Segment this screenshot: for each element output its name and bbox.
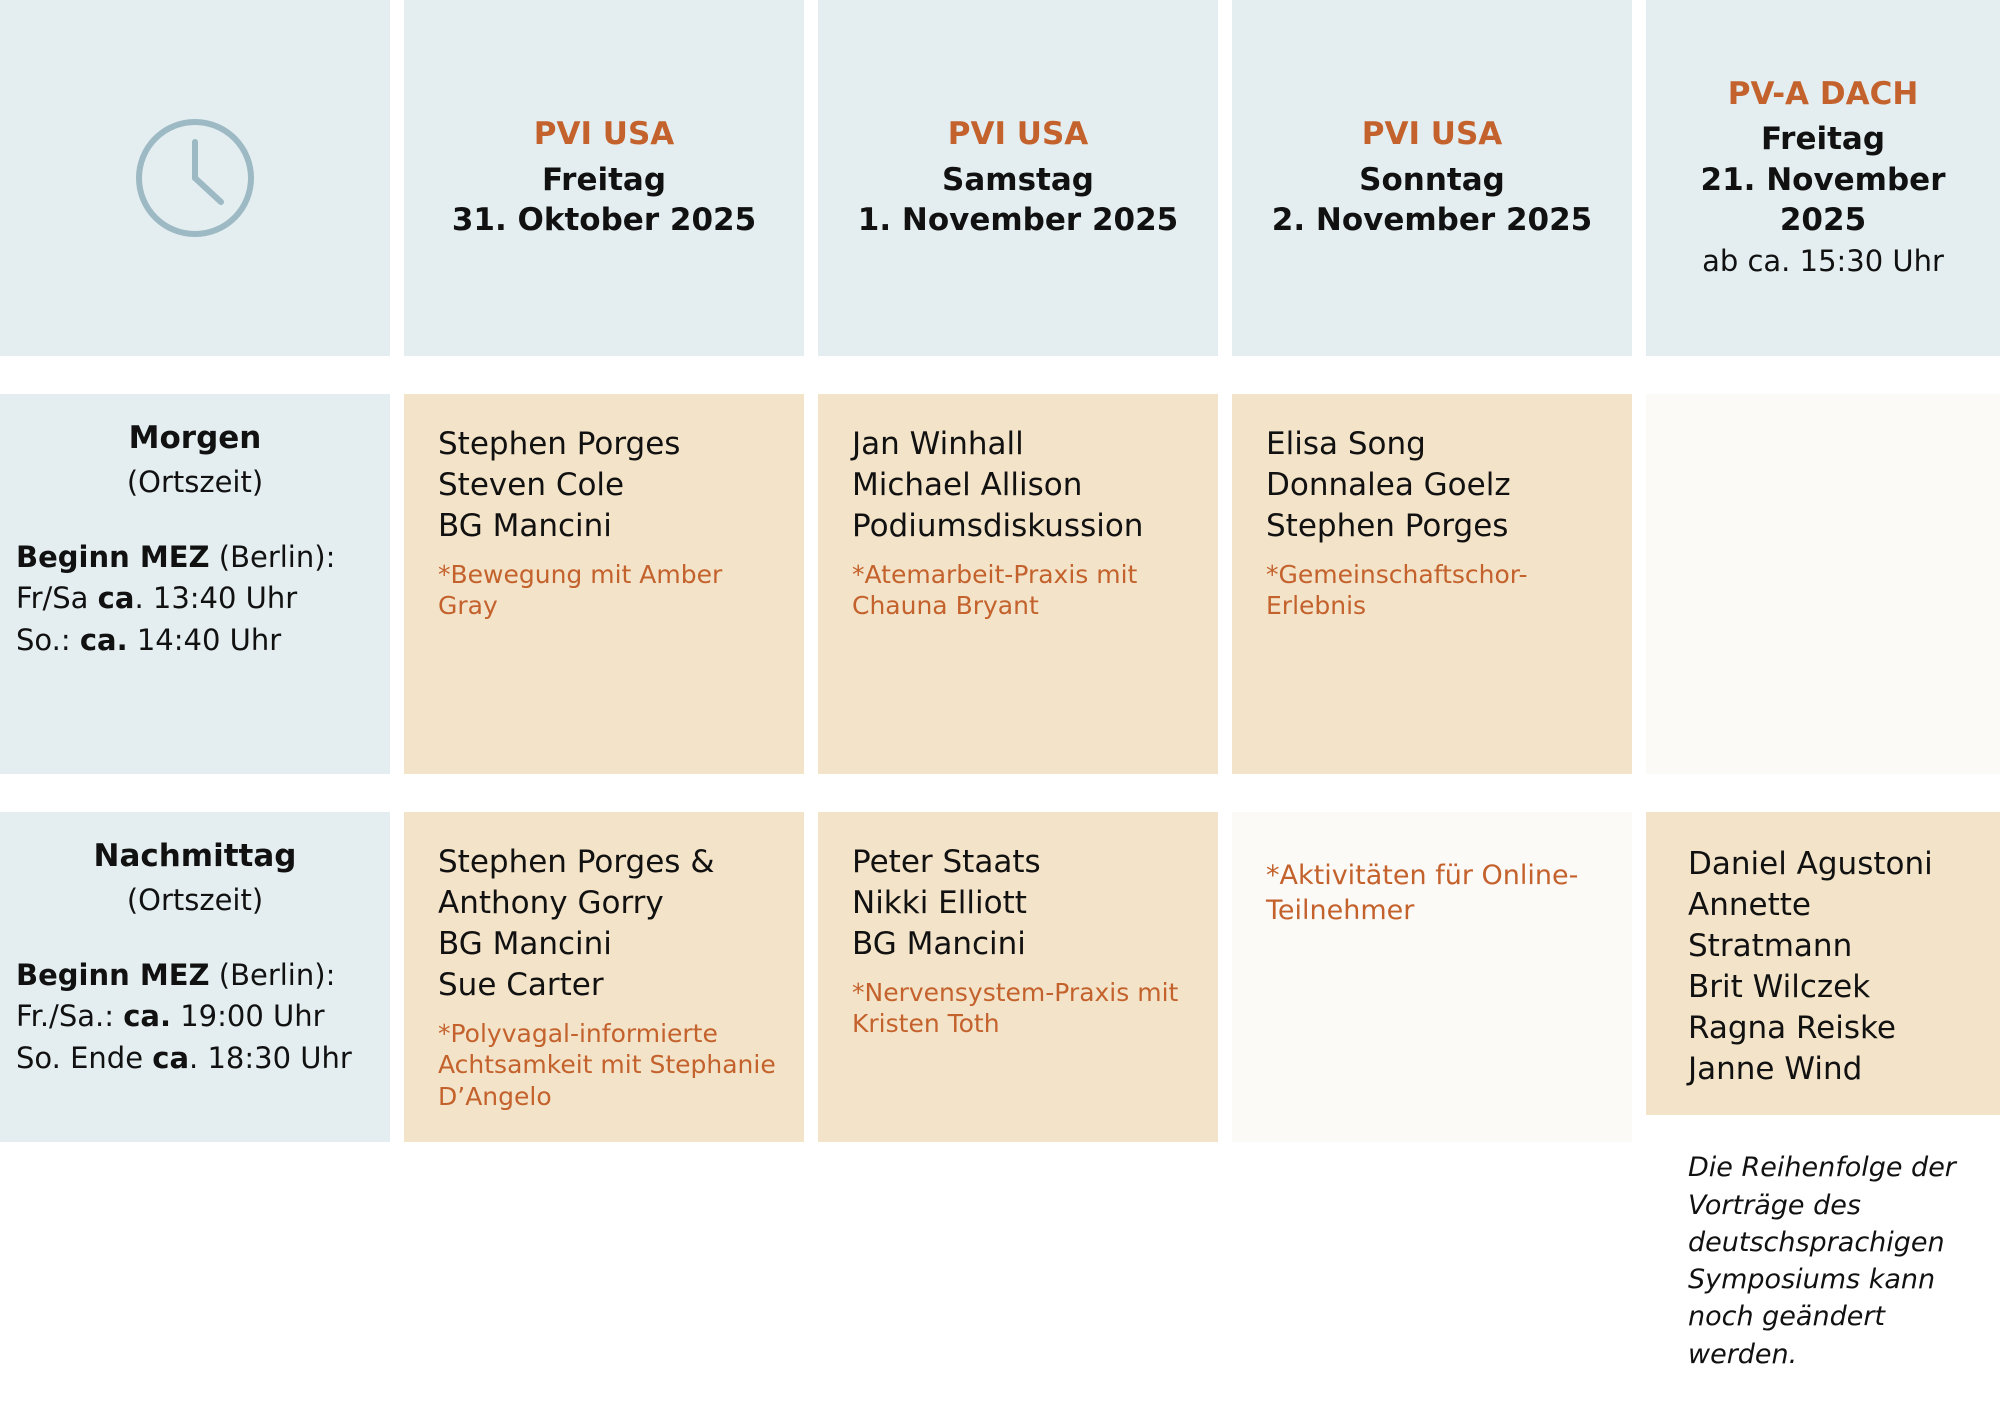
row-gutter (818, 774, 1218, 812)
gutter (390, 394, 404, 774)
speaker-name: Elisa Song (1266, 426, 1426, 462)
gutter (1632, 394, 1646, 774)
speaker-name: Michael Allison (852, 466, 1083, 503)
gutter (1218, 0, 1232, 356)
day-header-date: 1. November 2025 (857, 202, 1179, 239)
session-cell-morning-1 (404, 394, 804, 774)
speaker-name: Nikki Elliott (852, 884, 1027, 921)
row-label-title: Morgen (128, 420, 262, 456)
session-note: *Atemarbeit-Praxis mit Chauna Bryant (852, 559, 1138, 621)
gutter (1218, 356, 1232, 394)
gutter (1218, 394, 1232, 774)
session-cell-afternoon-2 (818, 812, 1218, 1142)
gutter (804, 812, 818, 1142)
row-gutter (0, 774, 390, 812)
row-gutter (404, 356, 804, 394)
row-label-sub: (Ortszeit) (126, 465, 264, 500)
speaker-name: BG Mancini (852, 925, 1026, 962)
speaker-name: BG Mancini (438, 925, 612, 962)
speaker-name: Peter Staats (852, 844, 1041, 880)
row-label-afternoon (0, 812, 390, 1142)
day-header-org: PVI USA (947, 116, 1089, 153)
footnote: Die Reihenfolge der Vorträge des deutschsprachigen Symposiums kann noch geändert werden. (1688, 1152, 1956, 1370)
speaker-name: Brit Wilczek (1688, 968, 1871, 1005)
gutter (804, 0, 818, 356)
row-label-line-1: Beginn MEZ (Berlin): (16, 540, 336, 575)
session-cell-afternoon-3 (1232, 812, 1632, 1142)
row-gutter (0, 356, 390, 394)
gutter (390, 0, 404, 356)
row-gutter (404, 774, 804, 812)
session-note: *Gemeinschaftschor-Erlebnis (1266, 559, 1528, 621)
row-label-morning (0, 394, 390, 774)
row-label-line-2: Fr./Sa.: ca. 19:00 Uhr (16, 999, 325, 1034)
row-gutter (1232, 356, 1632, 394)
speaker-name: Steven Cole (438, 466, 625, 503)
speaker-name: Sue Carter (438, 966, 604, 1003)
session-note: *Polyvagal-informierte Achtsamkeit mit Stephanie D’Angelo (438, 1018, 776, 1111)
day-header-date: 2. November 2025 (1271, 202, 1593, 239)
row-gutter (1232, 774, 1632, 812)
session-cell-morning-2 (818, 394, 1218, 774)
speaker-name: Janne Wind (1688, 1050, 1863, 1087)
gutter (390, 812, 404, 1142)
speaker-name: Anthony Gorry (438, 884, 664, 921)
speaker-name: Stephen Porges (438, 426, 681, 462)
session-cell-afternoon-4-wrap (1646, 812, 2000, 1370)
day-header-day: Sonntag (1359, 162, 1505, 199)
gutter (804, 356, 818, 394)
row-label-title: Nachmittag (93, 838, 297, 874)
day-header-2 (818, 0, 1218, 356)
gutter (804, 774, 818, 812)
row-gutter (1646, 356, 2000, 394)
gutter (1632, 774, 1646, 812)
row-gutter (1646, 774, 2000, 812)
speaker-name: Jan Winhall (852, 426, 1024, 462)
speaker-name: Ragna Reiske (1688, 1009, 1896, 1046)
session-note: *Aktivitäten für Online-Teilnehmer (1266, 860, 1579, 927)
day-header-day: Samstag (942, 162, 1094, 199)
day-header-3 (1232, 0, 1632, 356)
gutter (1632, 812, 1646, 1142)
row-gutter (818, 356, 1218, 394)
gutter (1218, 774, 1232, 812)
speaker-name: Stephen Porges (1266, 507, 1509, 544)
day-header-day: Freitag (1760, 121, 1886, 158)
gutter (1218, 812, 1232, 1142)
day-header-1 (404, 0, 804, 356)
gutter (1632, 356, 1646, 394)
speaker-name: Annette Stratmann (1688, 886, 1853, 964)
speaker-name: Podiumsdiskussion (852, 507, 1144, 544)
session-cell-afternoon-4 (1646, 812, 2000, 1115)
gutter (1632, 0, 1646, 356)
day-header-4 (1646, 0, 2000, 356)
gutter (390, 356, 404, 394)
session-note: *Nervensystem-Praxis mit Kristen Toth (852, 977, 1179, 1039)
day-header-day: Freitag (541, 162, 667, 199)
row-label-line-3: So. Ende ca. 18:30 Uhr (16, 1040, 352, 1075)
session-cell-afternoon-1 (404, 812, 804, 1142)
clock-icon (131, 114, 259, 242)
day-header-sub: ab ca. 15:30 Uhr (1702, 244, 1944, 279)
speaker-name: BG Mancini (438, 507, 612, 544)
gutter (804, 394, 818, 774)
day-header-date: 31. Oktober 2025 (451, 202, 757, 239)
session-cell-morning-4 (1646, 394, 2000, 774)
session-note: *Bewegung mit Amber Gray (438, 559, 723, 621)
row-label-sub: (Ortszeit) (126, 883, 264, 918)
day-header-date: 21. November 2025 (1700, 161, 1946, 238)
row-label-line-2: Fr/Sa ca. 13:40 Uhr (16, 581, 298, 616)
day-header-org: PVI USA (1361, 116, 1503, 153)
speaker-name: Stephen Porges & (438, 844, 715, 880)
gutter (390, 774, 404, 812)
speaker-name: Donnalea Goelz (1266, 466, 1511, 503)
row-label-line-3: So.: ca. 14:40 Uhr (16, 622, 282, 657)
time-column-header (0, 0, 390, 356)
session-cell-morning-3 (1232, 394, 1632, 774)
day-header-org: PV-A DACH (1727, 75, 1919, 112)
speaker-name: Daniel Agustoni (1688, 846, 1933, 882)
day-header-org: PVI USA (533, 116, 675, 153)
row-label-line-1: Beginn MEZ (Berlin): (16, 958, 336, 993)
